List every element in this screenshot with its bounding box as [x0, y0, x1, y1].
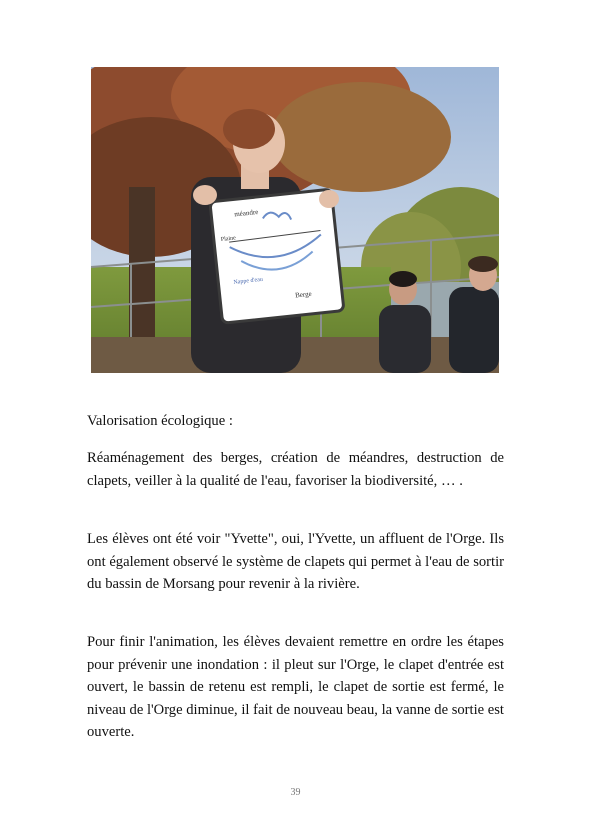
section-heading: Valorisation écologique :	[87, 413, 233, 429]
paragraph: Les élèves ont été voir "Yvette", oui, l'Yvette, un affluent de l'Orge. Ils ont également observé le système de clapets qui permet à l'eau de sortir du bassin de Morsang pour revenir à la rivière.	[87, 531, 504, 593]
whiteboard-label: Berge	[294, 289, 313, 300]
photo-outdoor-lesson	[91, 67, 499, 373]
page-number: 39	[290, 787, 301, 798]
paragraph: Réaménagement des berges, création de méandres, destruction de clapets, veiller à la qualité de l'eau, favoriser la biodiversité, … .	[87, 450, 504, 489]
paragraph: Pour finir l'animation, les élèves devaient remettre en ordre les étapes pour prévenir une inondation : il pleut sur l'Orge, le clapet d'entrée est ouvert, le bassin de retenu est rempli, le clapet de sortie est fermé, le niveau de l'Orge diminue, il fait de nouveau beau, la vanne de sortie est ouverte.	[87, 634, 504, 741]
whiteboard-label: Nappe d'eau	[233, 276, 264, 286]
photo-icon	[91, 67, 499, 373]
whiteboard-label: méandre	[233, 207, 259, 219]
whiteboard-label: Plaine	[220, 235, 237, 243]
